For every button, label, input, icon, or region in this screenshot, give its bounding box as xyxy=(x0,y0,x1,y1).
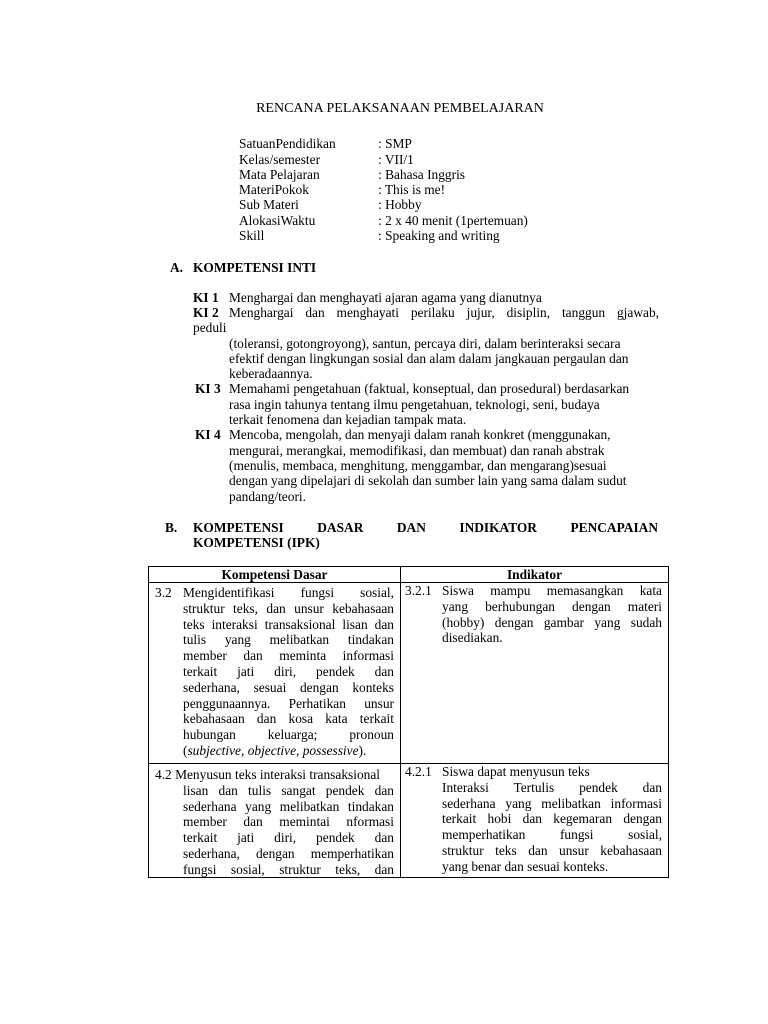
identity-label: Mata Pelajaran xyxy=(239,167,320,182)
section-b-marker: B. xyxy=(165,520,178,535)
kd-paren-close: ). xyxy=(358,743,367,758)
ki-text-line: efektif dengan lingkungan sosial dan alam dalam jangkauan pergaulan dan xyxy=(229,351,629,366)
ki-text-line: Mencoba, mengolah, dan menyaji dalam ranah konkret (menggunakan, xyxy=(229,427,611,442)
indikator-line: Siswa dapat menyusun teks xyxy=(442,764,590,779)
kd-line: fungsi sosial, struktur teks, dan xyxy=(183,861,394,877)
ki-text-line: rasa ingin tahunya tentang ilmu pengetahuan, teknologi, seni, budaya xyxy=(229,397,600,412)
kd-line: terkait jati diri, pendek dan xyxy=(183,830,394,846)
kd-line: penggunaannya. Perhatikan unsur xyxy=(183,695,394,711)
kd-cell xyxy=(149,583,401,764)
indikator-line: yang berhubungan dengan materi xyxy=(442,598,662,614)
table-row xyxy=(149,764,669,878)
indikator-line: Interaksi Tertulis pendek dan xyxy=(442,779,662,795)
ki-text-line: mengurai, merangkai, memodifikasi, dan membuat) dan ranah abstrak xyxy=(229,443,605,458)
kd-line: hubungan keluarga; pronoun xyxy=(183,727,394,743)
kd-line: sederhana yang melibatkan tindakan xyxy=(183,798,394,814)
ki-label: KI 2 xyxy=(193,305,219,320)
identity-label: AlokasiWaktu xyxy=(239,213,316,228)
indikator-line: disediakan. xyxy=(442,630,503,646)
identity-value: : This is me! xyxy=(378,182,446,197)
page-title: RENCANA PELAKSANAAN PEMBELAJARAN xyxy=(256,101,544,116)
kd-line: sederhana, sesuai dengan konteks xyxy=(183,679,394,695)
kd-line: tulis yang melibatkan tindakan xyxy=(183,632,394,648)
identity-label: Sub Materi xyxy=(239,197,299,212)
indikator-line: terkait hobi dan kegemaran dengan xyxy=(442,811,662,827)
ki-label: KI 1 xyxy=(193,290,219,305)
ki-text-line: Memahami pengetahuan (faktual, konseptual, dan prosedural) berdasarkan xyxy=(229,381,630,396)
identity-value: : SMP xyxy=(378,136,412,151)
identity-value: : Hobby xyxy=(378,197,422,212)
kd-pronoun-types: subjective, objective, possessive xyxy=(187,743,359,758)
section-a-marker: A. xyxy=(170,260,184,275)
identity-label: MateriPokok xyxy=(239,182,309,197)
ki-label: KI 3 xyxy=(195,381,221,396)
section-b-heading-cont: KOMPETENSI (IPK) xyxy=(193,535,320,550)
kd-line: member dan memintai nformasi xyxy=(183,814,394,830)
kd-indikator-table xyxy=(148,566,669,878)
kd-line: struktur teks, dan unsur kebahasaan xyxy=(183,600,394,616)
indikator-line: memperhatikan fungsi sosial, xyxy=(442,827,662,843)
column-header: Indikator xyxy=(401,567,669,583)
section-b-heading: KOMPETENSI DASAR DAN INDIKATOR PENCAPAIAN xyxy=(193,520,658,535)
kd-cell xyxy=(149,764,401,878)
column-header: Kompetensi Dasar xyxy=(149,567,401,583)
indikator-line: sederhana yang melibatkan informasi xyxy=(442,795,662,811)
identity-value: : Speaking and writing xyxy=(378,228,500,243)
indikator-number: 4.2.1 xyxy=(405,764,432,779)
kd-line: Mengidentifikasi fungsi sosial, xyxy=(183,585,394,600)
ki-text-line: terkait fenomena dan kejadian tampak mata. xyxy=(229,412,467,427)
kd-paren-open: ( xyxy=(183,743,188,758)
kd-number: 3.2 xyxy=(155,585,172,600)
kd-line-last xyxy=(183,743,366,759)
indikator-line: struktur teks dan unsur kebahasaan xyxy=(442,843,662,858)
ki-text-line: (toleransi, gotongroyong), santun, percaya diri, dalam berinteraksi secara xyxy=(229,336,621,351)
ki-text-line: dengan yang dipelajari di sekolah dan sumber lain yang sama dalam sudut xyxy=(229,473,627,488)
indikator-line: (hobby) dengan gambar yang sudah xyxy=(442,614,662,630)
kd-line: 4.2 Menyusun teks interaksi transaksional xyxy=(155,767,380,782)
identity-value: : 2 x 40 menit (1pertemuan) xyxy=(378,213,528,228)
kd-line: teks interaksi transaksional lisan dan xyxy=(183,616,394,632)
kd-line: kebahasaan dan kosa kata terkait xyxy=(183,711,394,727)
identity-value: : VII/1 xyxy=(378,152,414,167)
ki-text-line: Menghargai dan menghayati perilaku jujur, disiplin, tanggun gjawab, xyxy=(229,305,659,320)
ki-text-line: pandang/teori. xyxy=(229,489,306,504)
ki-label: KI 4 xyxy=(195,427,221,442)
ki-text-line: (menulis, membaca, menghitung, menggambar, dan mengarang)sesuai xyxy=(229,458,607,473)
indikator-number: 3.2.1 xyxy=(405,583,432,598)
indikator-cell xyxy=(401,583,669,764)
indikator-line: yang benar dan sesuai konteks. xyxy=(442,858,609,874)
table-row xyxy=(149,583,669,764)
ki-text-line: keberadaannya. xyxy=(229,366,313,381)
ki-text-line: peduli xyxy=(193,320,227,335)
table-header-row xyxy=(149,567,669,583)
identity-label: Skill xyxy=(239,228,265,243)
identity-label: SatuanPendidikan xyxy=(239,136,336,151)
section-a-heading: KOMPETENSI INTI xyxy=(193,260,317,275)
identity-value: : Bahasa Inggris xyxy=(378,167,466,182)
identity-label: Kelas/semester xyxy=(239,152,321,167)
ki-text: Menghargai dan menghayati ajaran agama yang dianutnya xyxy=(229,290,542,305)
indikator-line: Siswa mampu memasangkan kata xyxy=(442,583,662,598)
kd-line: sederhana, dengan memperhatikan xyxy=(183,846,394,861)
kd-line: terkait jati diri, pendek dan xyxy=(183,664,394,679)
kd-line: lisan dan tulis sangat pendek dan xyxy=(183,782,394,798)
kd-line: member dan meminta informasi xyxy=(183,648,394,664)
indikator-cell xyxy=(401,764,669,878)
